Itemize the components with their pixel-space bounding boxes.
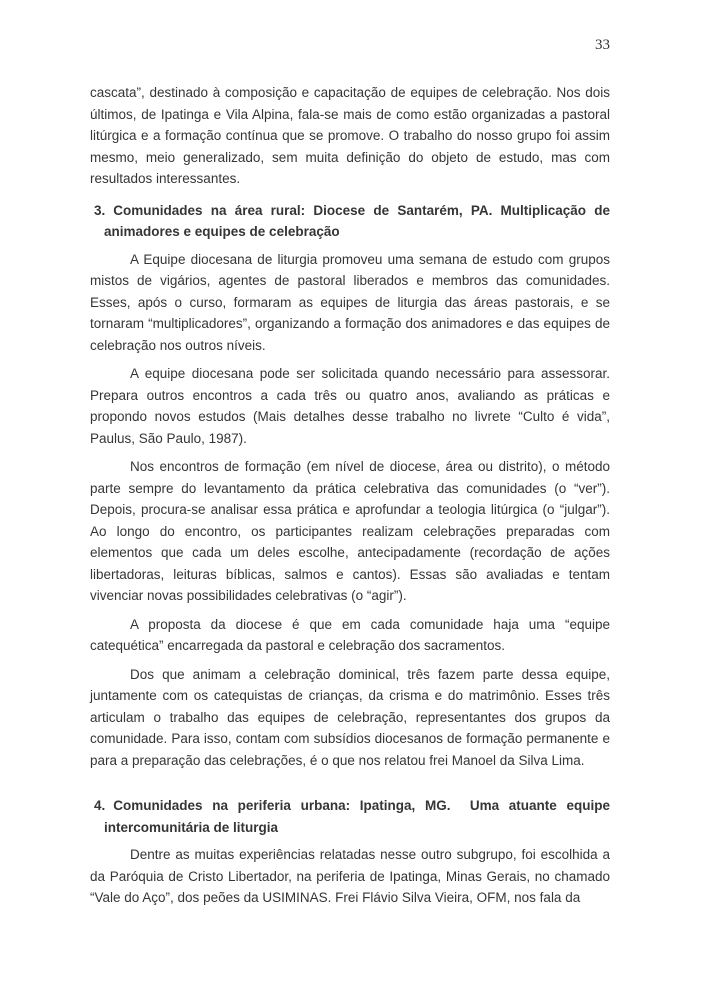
body-paragraph: Dentre as muitas experiências relatadas nesse outro subgrupo, foi escolhida a da Paróquia de Cristo Libertador, na periferia de Ipatinga, Minas Gerais, no chamado “Vale do Aço”, dos peões da USIMINAS. Frei Flávio Silva Vieira, OFM, nos fala da [90, 847, 610, 905]
heading-number: 3. [94, 202, 106, 218]
heading-number: 4. [94, 798, 106, 813]
heading-text: Comunidades na área rural: Diocese de Santarém, PA. Multiplicação de animadores e equipes de celebração [104, 202, 610, 239]
page-number: 33 [595, 37, 610, 53]
heading-text: Comunidades na periferia urbana: Ipatinga, MG. Uma atuante equipe intercomunitária de liturgia [104, 798, 610, 835]
body-paragraph: A equipe diocesana pode ser solicitada quando necessário para assessorar. Prepara outros encontros a cada três ou quatro anos, avaliando as práticas e propondo novos estudos (Mais detalhes desse trabalho no livrete “Culto é vida”, Paulus, São Paulo, 1987). [90, 366, 610, 446]
body-paragraph: A Equipe diocesana de liturgia promoveu uma semana de estudo com grupos mistos de vigários, agentes de pastoral liberados e membros das comunidades. Esses, após o curso, formaram as equipes de liturgia das áreas pastorais, e se tornaram “multiplicadores”, organizando a formação dos animadores e das equipes de celebração nos outros níveis. [90, 251, 610, 353]
section-heading-3 [94, 200, 610, 243]
body-paragraph: A proposta da diocese é que em cada comunidade haja uma “equipe catequética” encarregada da pastoral e celebração dos sacramentos. [90, 616, 610, 653]
body-paragraph-continuation: cascata”, destinado à composição e capacitação de equipes de celebração. Nos dois últimos, de Ipatinga e Vila Alpina, fala-se mais de como estão organizadas a pastoral litúrgica e a formação contínua que se promove. O trabalho do nosso grupo foi assim mesmo, meio generalizado, sem muita definição do objeto de estudo, mas com resultados interessantes. [90, 85, 610, 186]
section-heading-4 [94, 795, 610, 838]
document-body [90, 82, 610, 909]
body-paragraph: Nos encontros de formação (em nível de diocese, área ou distrito), o método parte sempre do levantamento da prática celebrativa das comunidades (o “ver”). Depois, procura-se analisar essa prática e aprofundar a teologia litúrgica (o “julgar”). Ao longo do encontro, os participantes realizam celebrações preparadas com elementos que cada um deles escolhe, antecipadamente (recordação de ações libertadoras, leituras bíblicas, salmos e cantos). Essas são avaliadas e tentam vivenciar novas possibilidades celebrativas (o “agir”). [90, 459, 610, 603]
body-paragraph: Dos que animam a celebração dominical, três fazem parte dessa equipe, juntamente com os catequistas de crianças, da crisma e do matrimônio. Esses três articulam o trabalho das equipes de celebração, representantes dos grupos da comunidade. Para isso, contam com subsídios diocesanos de formação permanente e para a preparação das celebrações, é o que nos relatou frei Manoel da Silva Lima. [90, 666, 610, 768]
